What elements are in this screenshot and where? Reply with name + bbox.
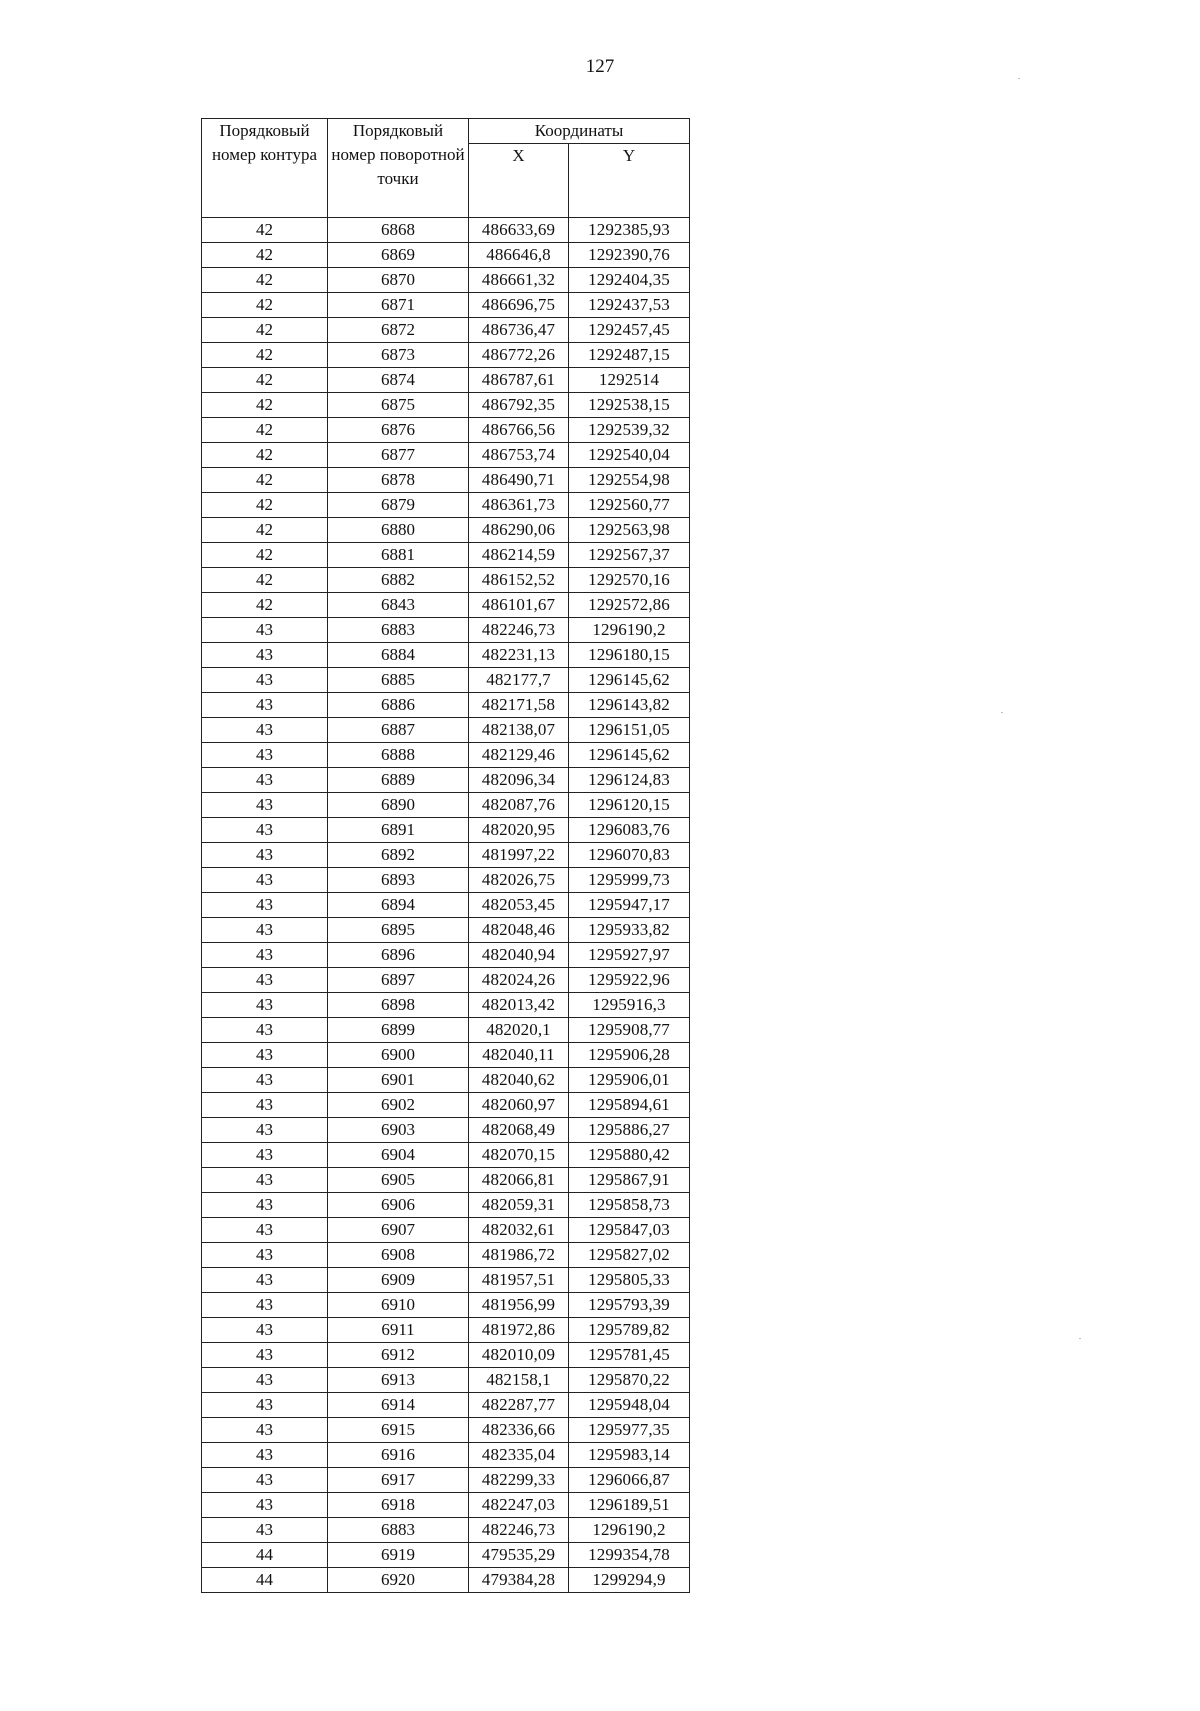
table-row (202, 393, 690, 418)
cell-point-number: 6883 (328, 618, 469, 643)
table-row (202, 293, 690, 318)
cell-contour-number: 42 (202, 568, 328, 593)
cell-contour-number: 43 (202, 693, 328, 718)
table-row (202, 1293, 690, 1318)
cell-x: 482336,66 (469, 1418, 569, 1443)
table-row (202, 1418, 690, 1443)
cell-contour-number: 43 (202, 1368, 328, 1393)
cell-y: 1295948,04 (569, 1393, 690, 1418)
cell-y: 1292563,98 (569, 518, 690, 543)
cell-y: 1295977,35 (569, 1418, 690, 1443)
table-row (202, 1543, 690, 1568)
cell-y: 1292487,15 (569, 343, 690, 368)
cell-y: 1296180,15 (569, 643, 690, 668)
cell-y: 1295789,82 (569, 1318, 690, 1343)
cell-point-number: 6875 (328, 393, 469, 418)
cell-y: 1296124,83 (569, 768, 690, 793)
cell-y: 1295880,42 (569, 1143, 690, 1168)
cell-point-number: 6919 (328, 1543, 469, 1568)
cell-x: 481997,22 (469, 843, 569, 868)
cell-contour-number: 42 (202, 418, 328, 443)
table-row (202, 1143, 690, 1168)
cell-x: 482087,76 (469, 793, 569, 818)
cell-contour-number: 43 (202, 1018, 328, 1043)
cell-contour-number: 43 (202, 1268, 328, 1293)
cell-contour-number: 43 (202, 1118, 328, 1143)
cell-x: 482070,15 (469, 1143, 569, 1168)
cell-point-number: 6897 (328, 968, 469, 993)
cell-contour-number: 43 (202, 1443, 328, 1468)
table-row (202, 1168, 690, 1193)
cell-point-number: 6868 (328, 218, 469, 243)
cell-x: 482026,75 (469, 868, 569, 893)
table-row (202, 618, 690, 643)
cell-y: 1295805,33 (569, 1268, 690, 1293)
cell-contour-number: 43 (202, 1518, 328, 1543)
cell-y: 1295886,27 (569, 1118, 690, 1143)
cell-contour-number: 43 (202, 843, 328, 868)
cell-x: 486696,75 (469, 293, 569, 318)
cell-point-number: 6888 (328, 743, 469, 768)
cell-contour-number: 43 (202, 968, 328, 993)
cell-x: 482040,62 (469, 1068, 569, 1093)
cell-point-number: 6899 (328, 1018, 469, 1043)
cell-y: 1292539,32 (569, 418, 690, 443)
cell-contour-number: 43 (202, 1143, 328, 1168)
scan-speck (1018, 78, 1020, 79)
cell-contour-number: 42 (202, 293, 328, 318)
cell-x: 482177,7 (469, 668, 569, 693)
coordinates-table (201, 118, 690, 1593)
cell-x: 482066,81 (469, 1168, 569, 1193)
cell-y: 1292572,86 (569, 593, 690, 618)
cell-x: 486766,56 (469, 418, 569, 443)
header-point-number: Порядковый номер поворотной точки (328, 119, 469, 218)
cell-x: 482013,42 (469, 993, 569, 1018)
cell-y: 1292538,15 (569, 393, 690, 418)
cell-contour-number: 42 (202, 368, 328, 393)
cell-point-number: 6914 (328, 1393, 469, 1418)
cell-point-number: 6878 (328, 468, 469, 493)
cell-x: 482299,33 (469, 1468, 569, 1493)
cell-y: 1292404,35 (569, 268, 690, 293)
cell-point-number: 6886 (328, 693, 469, 718)
cell-x: 486792,35 (469, 393, 569, 418)
cell-point-number: 6843 (328, 593, 469, 618)
cell-x: 486772,26 (469, 343, 569, 368)
cell-x: 482010,09 (469, 1343, 569, 1368)
table-row (202, 1518, 690, 1543)
cell-contour-number: 43 (202, 1193, 328, 1218)
cell-y: 1295827,02 (569, 1243, 690, 1268)
table-row (202, 468, 690, 493)
cell-contour-number: 42 (202, 243, 328, 268)
table-row (202, 593, 690, 618)
cell-contour-number: 42 (202, 543, 328, 568)
cell-contour-number: 44 (202, 1568, 328, 1593)
cell-contour-number: 43 (202, 768, 328, 793)
cell-y: 1296066,87 (569, 1468, 690, 1493)
cell-y: 1292540,04 (569, 443, 690, 468)
cell-x: 486753,74 (469, 443, 569, 468)
cell-x: 486214,59 (469, 543, 569, 568)
cell-contour-number: 43 (202, 1218, 328, 1243)
cell-point-number: 6880 (328, 518, 469, 543)
cell-contour-number: 43 (202, 668, 328, 693)
table-row (202, 1243, 690, 1268)
cell-point-number: 6895 (328, 918, 469, 943)
table-row (202, 318, 690, 343)
table-row (202, 818, 690, 843)
cell-x: 482040,94 (469, 943, 569, 968)
cell-x: 486633,69 (469, 218, 569, 243)
cell-x: 482032,61 (469, 1218, 569, 1243)
cell-y: 1292560,77 (569, 493, 690, 518)
cell-x: 486290,06 (469, 518, 569, 543)
cell-contour-number: 42 (202, 468, 328, 493)
cell-contour-number: 42 (202, 593, 328, 618)
cell-point-number: 6918 (328, 1493, 469, 1518)
cell-point-number: 6894 (328, 893, 469, 918)
cell-point-number: 6876 (328, 418, 469, 443)
table-row (202, 718, 690, 743)
cell-x: 482068,49 (469, 1118, 569, 1143)
cell-point-number: 6890 (328, 793, 469, 818)
cell-contour-number: 43 (202, 743, 328, 768)
table-row (202, 268, 690, 293)
cell-y: 1295947,17 (569, 893, 690, 918)
cell-contour-number: 42 (202, 318, 328, 343)
table-row (202, 968, 690, 993)
cell-contour-number: 43 (202, 893, 328, 918)
cell-y: 1296145,62 (569, 668, 690, 693)
cell-y: 1295894,61 (569, 1093, 690, 1118)
cell-contour-number: 43 (202, 1243, 328, 1268)
cell-point-number: 6881 (328, 543, 469, 568)
cell-x: 486490,71 (469, 468, 569, 493)
cell-point-number: 6884 (328, 643, 469, 668)
cell-x: 486736,47 (469, 318, 569, 343)
cell-x: 481972,86 (469, 1318, 569, 1343)
cell-point-number: 6910 (328, 1293, 469, 1318)
table-row (202, 418, 690, 443)
cell-x: 486661,32 (469, 268, 569, 293)
scan-speck (1001, 712, 1003, 713)
cell-point-number: 6883 (328, 1518, 469, 1543)
cell-x: 486646,8 (469, 243, 569, 268)
table-row (202, 1468, 690, 1493)
cell-x: 482171,58 (469, 693, 569, 718)
cell-x: 482024,26 (469, 968, 569, 993)
page-number: 127 (585, 56, 615, 77)
cell-contour-number: 43 (202, 1043, 328, 1068)
cell-point-number: 6902 (328, 1093, 469, 1118)
cell-y: 1292457,45 (569, 318, 690, 343)
header-x: X (469, 144, 569, 218)
cell-y: 1292385,93 (569, 218, 690, 243)
table-row (202, 843, 690, 868)
cell-point-number: 6877 (328, 443, 469, 468)
cell-point-number: 6892 (328, 843, 469, 868)
cell-point-number: 6903 (328, 1118, 469, 1143)
cell-point-number: 6891 (328, 818, 469, 843)
table-row (202, 893, 690, 918)
table-row (202, 1068, 690, 1093)
cell-contour-number: 43 (202, 1493, 328, 1518)
table-row (202, 443, 690, 468)
table-row (202, 343, 690, 368)
table-row (202, 743, 690, 768)
cell-contour-number: 43 (202, 1468, 328, 1493)
cell-point-number: 6911 (328, 1318, 469, 1343)
cell-x: 486787,61 (469, 368, 569, 393)
cell-point-number: 6920 (328, 1568, 469, 1593)
table-row (202, 1393, 690, 1418)
cell-x: 486361,73 (469, 493, 569, 518)
cell-x: 486152,52 (469, 568, 569, 593)
cell-y: 1295781,45 (569, 1343, 690, 1368)
scan-speck (1079, 1338, 1081, 1339)
cell-contour-number: 42 (202, 218, 328, 243)
cell-point-number: 6907 (328, 1218, 469, 1243)
cell-x: 482096,34 (469, 768, 569, 793)
table-row (202, 1343, 690, 1368)
cell-contour-number: 42 (202, 493, 328, 518)
cell-point-number: 6908 (328, 1243, 469, 1268)
cell-y: 1292437,53 (569, 293, 690, 318)
table-row (202, 1193, 690, 1218)
cell-point-number: 6904 (328, 1143, 469, 1168)
cell-y: 1296151,05 (569, 718, 690, 743)
table-body (202, 218, 690, 1593)
table-row (202, 1568, 690, 1593)
cell-x: 482059,31 (469, 1193, 569, 1218)
cell-y: 1295983,14 (569, 1443, 690, 1468)
table-row (202, 1268, 690, 1293)
cell-contour-number: 43 (202, 943, 328, 968)
cell-point-number: 6887 (328, 718, 469, 743)
cell-y: 1292554,98 (569, 468, 690, 493)
cell-contour-number: 43 (202, 1318, 328, 1343)
cell-contour-number: 43 (202, 1093, 328, 1118)
cell-point-number: 6906 (328, 1193, 469, 1218)
table-row (202, 668, 690, 693)
table-row (202, 1368, 690, 1393)
cell-x: 482020,95 (469, 818, 569, 843)
table-row (202, 1493, 690, 1518)
header-y: Y (569, 144, 690, 218)
cell-point-number: 6874 (328, 368, 469, 393)
cell-x: 479535,29 (469, 1543, 569, 1568)
cell-x: 482287,77 (469, 1393, 569, 1418)
cell-y: 1295927,97 (569, 943, 690, 968)
table-row (202, 693, 690, 718)
cell-contour-number: 42 (202, 393, 328, 418)
cell-y: 1292570,16 (569, 568, 690, 593)
cell-y: 1296083,76 (569, 818, 690, 843)
cell-y: 1295847,03 (569, 1218, 690, 1243)
cell-x: 486101,67 (469, 593, 569, 618)
table-row (202, 868, 690, 893)
cell-x: 482231,13 (469, 643, 569, 668)
cell-contour-number: 44 (202, 1543, 328, 1568)
cell-point-number: 6915 (328, 1418, 469, 1443)
cell-x: 482048,46 (469, 918, 569, 943)
cell-point-number: 6879 (328, 493, 469, 518)
cell-y: 1295908,77 (569, 1018, 690, 1043)
cell-x: 482335,04 (469, 1443, 569, 1468)
table-row (202, 1118, 690, 1143)
cell-point-number: 6913 (328, 1368, 469, 1393)
cell-point-number: 6869 (328, 243, 469, 268)
cell-y: 1296070,83 (569, 843, 690, 868)
cell-point-number: 6898 (328, 993, 469, 1018)
table-row (202, 1318, 690, 1343)
cell-point-number: 6900 (328, 1043, 469, 1068)
cell-y: 1296145,62 (569, 743, 690, 768)
cell-point-number: 6901 (328, 1068, 469, 1093)
table-row (202, 1443, 690, 1468)
table-row (202, 918, 690, 943)
cell-y: 1292514 (569, 368, 690, 393)
cell-contour-number: 43 (202, 1293, 328, 1318)
cell-contour-number: 43 (202, 993, 328, 1018)
table-row (202, 1218, 690, 1243)
cell-contour-number: 43 (202, 618, 328, 643)
cell-x: 482053,45 (469, 893, 569, 918)
cell-y: 1295870,22 (569, 1368, 690, 1393)
cell-y: 1295906,28 (569, 1043, 690, 1068)
cell-y: 1295858,73 (569, 1193, 690, 1218)
cell-x: 481986,72 (469, 1243, 569, 1268)
cell-point-number: 6885 (328, 668, 469, 693)
cell-y: 1296189,51 (569, 1493, 690, 1518)
cell-y: 1295793,39 (569, 1293, 690, 1318)
cell-point-number: 6870 (328, 268, 469, 293)
table-row (202, 768, 690, 793)
cell-point-number: 6893 (328, 868, 469, 893)
cell-point-number: 6882 (328, 568, 469, 593)
cell-x: 482246,73 (469, 618, 569, 643)
cell-contour-number: 43 (202, 1168, 328, 1193)
cell-x: 482247,03 (469, 1493, 569, 1518)
cell-point-number: 6889 (328, 768, 469, 793)
cell-contour-number: 43 (202, 643, 328, 668)
cell-point-number: 6871 (328, 293, 469, 318)
table-row (202, 368, 690, 393)
table-row (202, 943, 690, 968)
cell-x: 482158,1 (469, 1368, 569, 1393)
cell-y: 1295933,82 (569, 918, 690, 943)
cell-x: 482129,46 (469, 743, 569, 768)
header-coordinates: Координаты (469, 119, 690, 144)
table-row (202, 543, 690, 568)
cell-contour-number: 43 (202, 1393, 328, 1418)
cell-contour-number: 42 (202, 268, 328, 293)
cell-y: 1295916,3 (569, 993, 690, 1018)
cell-x: 482020,1 (469, 1018, 569, 1043)
cell-contour-number: 43 (202, 718, 328, 743)
cell-point-number: 6905 (328, 1168, 469, 1193)
cell-y: 1296190,2 (569, 1518, 690, 1543)
cell-point-number: 6916 (328, 1443, 469, 1468)
table-row (202, 793, 690, 818)
cell-point-number: 6917 (328, 1468, 469, 1493)
cell-x: 482060,97 (469, 1093, 569, 1118)
cell-point-number: 6872 (328, 318, 469, 343)
cell-y: 1292567,37 (569, 543, 690, 568)
cell-contour-number: 42 (202, 343, 328, 368)
cell-y: 1295922,96 (569, 968, 690, 993)
table-header (202, 119, 690, 218)
table-row (202, 643, 690, 668)
cell-y: 1292390,76 (569, 243, 690, 268)
cell-point-number: 6896 (328, 943, 469, 968)
cell-contour-number: 42 (202, 443, 328, 468)
cell-x: 479384,28 (469, 1568, 569, 1593)
cell-x: 482246,73 (469, 1518, 569, 1543)
cell-contour-number: 43 (202, 868, 328, 893)
table-row (202, 493, 690, 518)
cell-point-number: 6873 (328, 343, 469, 368)
table-row (202, 1018, 690, 1043)
cell-x: 481957,51 (469, 1268, 569, 1293)
cell-x: 482138,07 (469, 718, 569, 743)
cell-y: 1295906,01 (569, 1068, 690, 1093)
table-row (202, 218, 690, 243)
cell-y: 1299354,78 (569, 1543, 690, 1568)
table-row (202, 993, 690, 1018)
cell-point-number: 6909 (328, 1268, 469, 1293)
cell-contour-number: 43 (202, 818, 328, 843)
cell-y: 1295999,73 (569, 868, 690, 893)
cell-contour-number: 42 (202, 518, 328, 543)
header-contour-number: Порядковый номер контура (202, 119, 328, 218)
cell-y: 1299294,9 (569, 1568, 690, 1593)
cell-contour-number: 43 (202, 793, 328, 818)
cell-y: 1296120,15 (569, 793, 690, 818)
cell-y: 1296190,2 (569, 618, 690, 643)
table-row (202, 1093, 690, 1118)
cell-x: 481956,99 (469, 1293, 569, 1318)
table-row (202, 1043, 690, 1068)
cell-point-number: 6912 (328, 1343, 469, 1368)
cell-contour-number: 43 (202, 918, 328, 943)
cell-y: 1296143,82 (569, 693, 690, 718)
cell-x: 482040,11 (469, 1043, 569, 1068)
cell-contour-number: 43 (202, 1068, 328, 1093)
cell-contour-number: 43 (202, 1343, 328, 1368)
table-row (202, 568, 690, 593)
table-row (202, 243, 690, 268)
cell-y: 1295867,91 (569, 1168, 690, 1193)
cell-contour-number: 43 (202, 1418, 328, 1443)
table-row (202, 518, 690, 543)
